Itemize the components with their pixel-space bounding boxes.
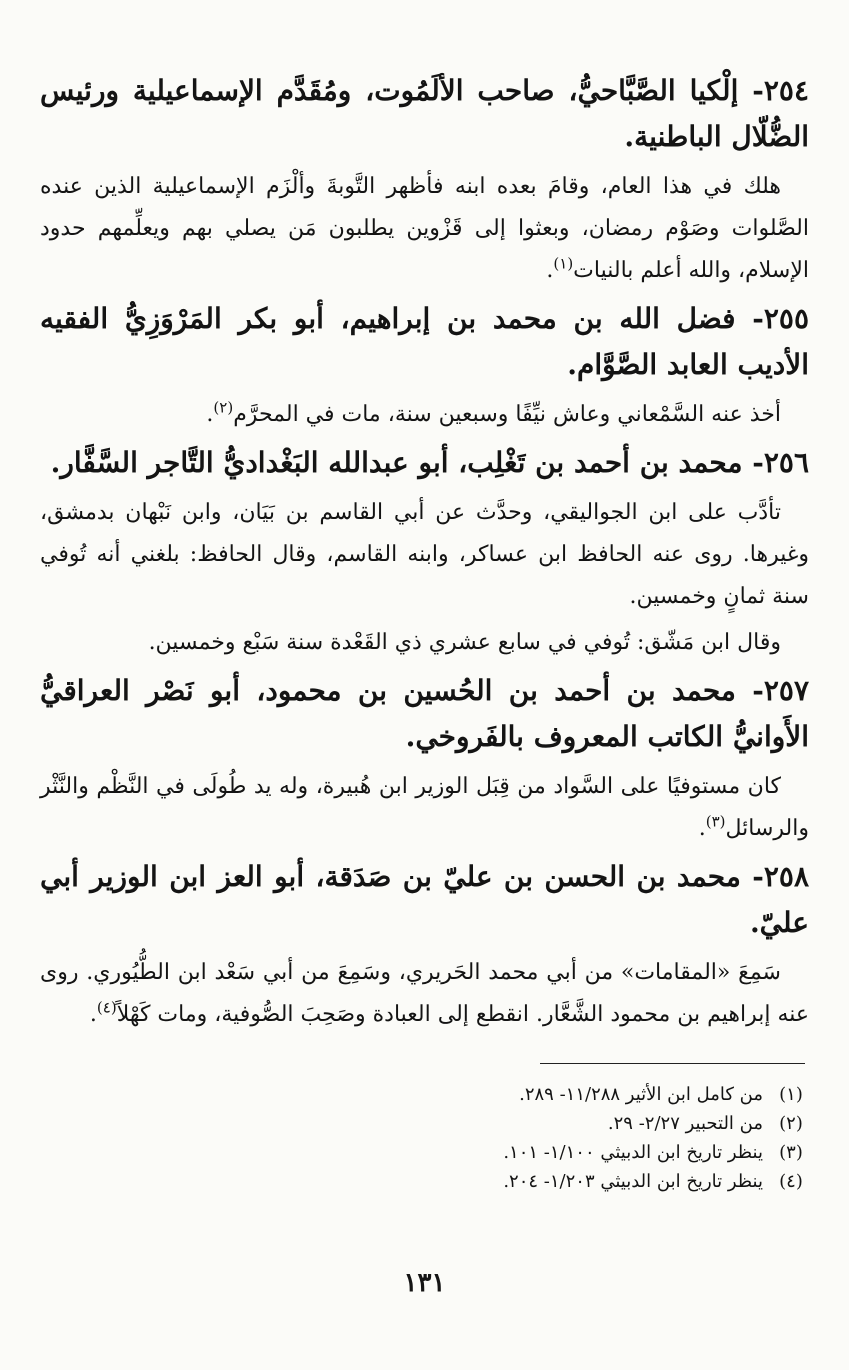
- entry-heading: ٢٥٧- محمد بن أحمد بن الحُسين بن محمود، أبو نَصْر العراقيُّ الأَوانيُّ الكاتب المعروف بالفَروخي.: [40, 674, 809, 753]
- footnote-ref: (٣): [705, 812, 726, 831]
- entry-256: [40, 440, 809, 664]
- entry-heading: ٢٥٨- محمد بن الحسن بن عليّ بن صَدَقة، أبو العز ابن الوزير أبي عليّ.: [40, 860, 809, 939]
- footnote-text: ينظر تاريخ ابن الدبيثي ١/١٠٠- ١٠١.: [503, 1142, 763, 1163]
- footnote-number: (٢): [779, 1113, 803, 1134]
- footnote-number: (١): [779, 1084, 803, 1105]
- entry-paragraph: كان مستوفيًا على السَّواد من قِبَل الوزير ابن هُبيرة، وله يد طُولَى في النَّظْم والنَّثْر والرسائل$^{(٣)}$.: [40, 774, 809, 841]
- footnote-text: ينظر تاريخ ابن الدبيثي ١/٢٠٣- ٢٠٤.: [503, 1171, 763, 1192]
- footnote-number: (٤): [779, 1171, 803, 1192]
- footnote-item: [200, 1080, 805, 1109]
- entry-heading: ٢٥٤- إلْكيا الصَّبَّاحيُّ، صاحب الألَمُوت، ومُقَدَّم الإسماعيلية ورئيس الضُّلّال الباطنية.: [40, 74, 809, 153]
- footnote-item: [200, 1167, 805, 1196]
- footnote-item: [200, 1138, 805, 1167]
- entry-paragraph: أخذ عنه السَّمْعاني وعاش نيِّفًا وسبعين سنة، مات في المحرَّم$^{(٢)}$.: [206, 398, 781, 427]
- entry-255: [40, 296, 809, 436]
- footnotes: [200, 1080, 805, 1196]
- footnote-text: من التحبير ٢/٢٧- ٢٩.: [607, 1113, 763, 1134]
- footnote-number: (٣): [779, 1142, 803, 1163]
- entry-257: [40, 668, 809, 850]
- entry-254: [40, 68, 809, 292]
- entry-heading: ٢٥٥- فضل الله بن محمد بن إبراهيم، أبو بكر المَرْوَزِيُّ الفقيه الأديب العابد الصَّوَّام.: [40, 302, 809, 381]
- footnote-text: من كامل ابن الأثير ١١/٢٨٨- ٢٨٩.: [519, 1084, 763, 1105]
- entry-paragraph: هلك في هذا العام، وقامَ بعده ابنه فأظهر التَّوبةَ وألْزَم الإسماعيلية الذين عنده الصَّلوات وصَوْم رمضان، وبعثوا إلى قَزْوين يطلبون مَن يصلي بهم ويعلِّمهم حدود الإسلام، والله أعلم بالنيات$^{(١)}$.: [40, 174, 809, 283]
- footnote-ref: (٤): [96, 998, 117, 1017]
- footnote-divider: [540, 1063, 805, 1064]
- entry-paragraph: وقال ابن مَشّق: تُوفي في سابع عشري ذي القَعْدة سنة سَبْع وخمسين.: [148, 630, 781, 655]
- footnote-ref: (٢): [213, 398, 234, 417]
- entry-heading: ٢٥٦- محمد بن أحمد بن تَغْلِب، أبو عبدالله البَغْداديُّ التَّاجر السَّفَّار.: [50, 446, 809, 479]
- entry-paragraph: سَمِعَ «المقامات» من أبي محمد الحَريري، وسَمِعَ من أبي سَعْد ابن الطُّيُوري. روى عنه إبراهيم بن محمود الشَّعَّار. انقطع إلى العبادة وصَحِبَ الصُّوفية، ومات كَهْلاً$^{(٤)}$.: [40, 960, 809, 1027]
- page-number: ١٣١: [403, 1268, 446, 1298]
- footnote-item: [200, 1109, 805, 1138]
- entry-258: [40, 854, 809, 1036]
- main-text: [40, 68, 809, 1040]
- entry-paragraph: تأدَّب على ابن الجواليقي، وحدَّث عن أبي القاسم بن بَيَان، وابن نَبْهان بدمشق، وغيرها. روى عنه الحافظ ابن عساكر، وابنه القاسم، وقال الحافظ: بلغني أنه تُوفي سنة ثمانٍ وخمسين.: [40, 500, 809, 609]
- footnote-ref: (١): [553, 254, 574, 273]
